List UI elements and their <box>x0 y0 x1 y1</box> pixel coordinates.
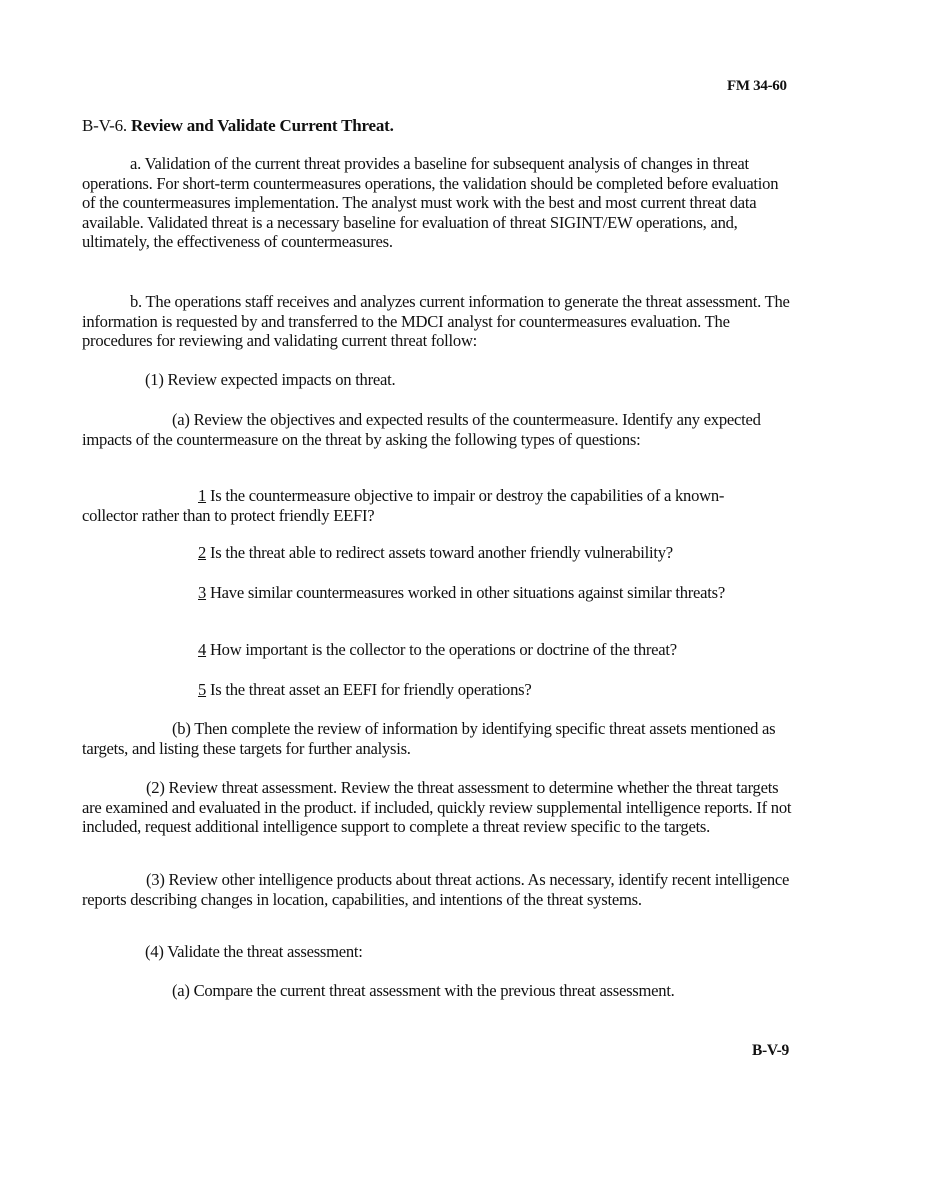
question-item <box>198 640 798 660</box>
paragraph-1b: (b) Then complete the review of information by identifying specific threat assets mentioned as targets, and listing these targets for further analysis. <box>82 719 776 758</box>
paragraph-3: (3) Review other intelligence products about threat actions. As necessary, identify recent intelligence reports describing changes in location, capabilities, and intentions of the threat systems. <box>82 870 790 909</box>
question-item <box>82 583 772 603</box>
section-number: B-V-6. <box>82 116 127 135</box>
question-number: 1 <box>198 486 207 505</box>
question-number: 2 <box>198 543 207 562</box>
paragraph-2: (2) Review threat assessment. Review the threat assessment to determine whether the threat targets are examined and evaluated in the product. if included, quickly review supplemental intelligence reports. If not included, request additional intelligence support to complete a threat review specific to the targets. <box>82 778 792 836</box>
document-id-header: FM 34-60 <box>727 78 787 94</box>
question-number: 3 <box>198 583 207 602</box>
paragraph-4: (4) Validate the threat assessment: <box>145 942 363 961</box>
section-title: Review and Validate Current Threat. <box>131 116 394 135</box>
question-item <box>82 486 762 525</box>
paragraph-a: a. Validation of the current threat provides a baseline for subsequent analysis of changes in threat operations. For short-term countermeasures operations, the validation should be completed before evaluation of the countermeasures implementation. The analyst must work with the best and most current threat data available. Validated threat is a necessary baseline for evaluation of threat SIGINT/EW operations, and, ultimately, the effectiveness of countermeasures. <box>82 154 779 251</box>
question-text: How important is the collector to the operations or doctrine of the threat? <box>206 640 677 659</box>
question-number: 4 <box>198 640 207 659</box>
paragraph-1: (1) Review expected impacts on threat. <box>145 370 396 389</box>
paragraph-1a: (a) Review the objectives and expected results of the countermeasure. Identify any expected impacts of the countermeasure on the threat by asking the following types of questions: <box>82 410 761 449</box>
question-text: Is the countermeasure objective to impair or destroy the capabilities of a known-collector rather than to protect friendly EEFI? <box>82 486 725 525</box>
question-text: Is the threat able to redirect assets toward another friendly vulnerability? <box>206 543 673 562</box>
question-item <box>198 680 798 700</box>
question-text: Is the threat asset an EEFI for friendly operations? <box>206 680 532 699</box>
question-number: 5 <box>198 680 207 699</box>
question-item <box>198 543 798 563</box>
page-number: B-V-9 <box>752 1042 789 1059</box>
question-text: Have similar countermeasures worked in other situations against similar threats? <box>206 583 725 602</box>
paragraph-4a: (a) Compare the current threat assessment with the previous threat assessment. <box>172 981 675 1000</box>
paragraph-b: b. The operations staff receives and analyzes current information to generate the threat assessment. The information is requested by and transferred to the MDCI analyst for countermeasures evaluation. The procedures for reviewing and validating current threat follow: <box>82 292 790 350</box>
section-heading <box>82 116 394 136</box>
